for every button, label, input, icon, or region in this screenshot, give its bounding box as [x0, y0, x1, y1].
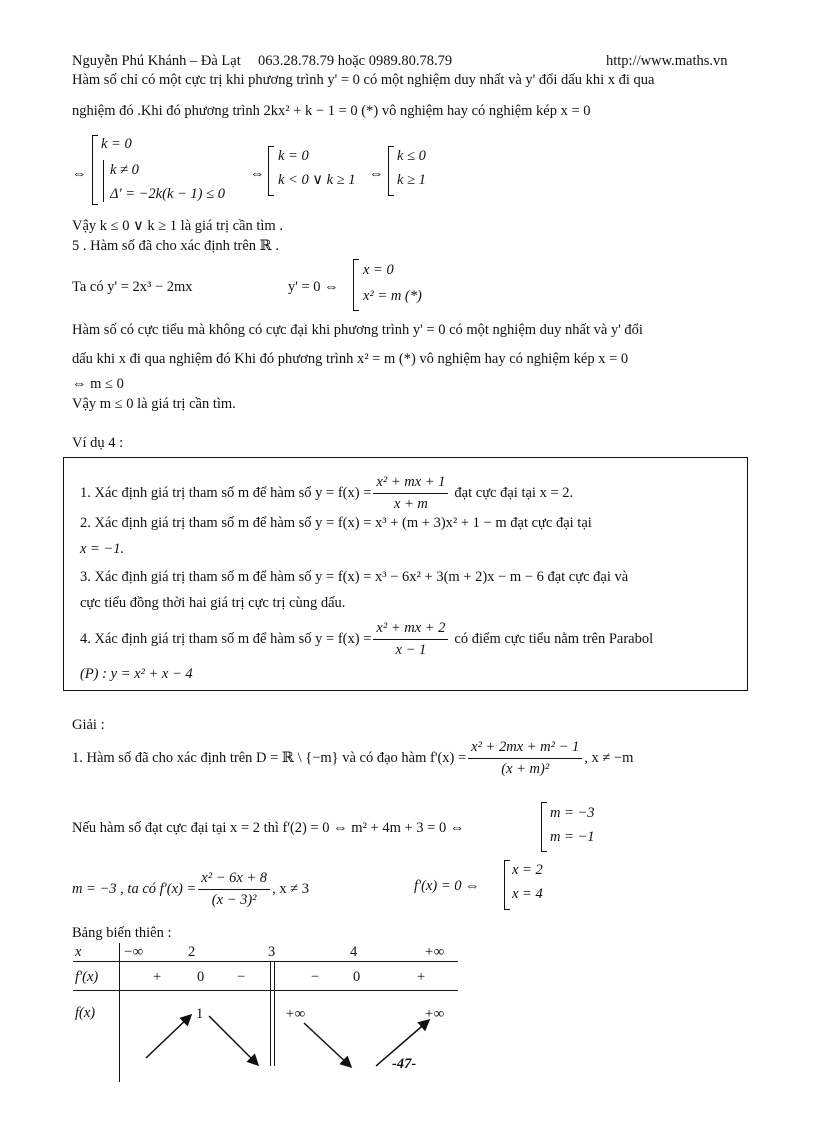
part5-line1: Hàm số có cực tiểu mà không có cực đại khi phương trình y' = 0 có một nghiệm duy nhất và y' đổi: [72, 322, 643, 338]
solution-step-3-denominator: (x − 3)²: [211, 892, 257, 908]
case-k-ge-one: k ≥ 1: [397, 172, 426, 188]
x-value-3: 3: [268, 944, 276, 960]
problem-4-post: có điểm cực tiểu nằm trên Parabol: [454, 631, 654, 647]
solution-root-x1: x = 2: [512, 862, 543, 878]
arrow-down-1: [209, 1016, 257, 1064]
problem-1-numerator: x² + mx + 1: [373, 474, 448, 494]
problem-3-line2: cực tiểu đồng thời hai giá trị cực trị cùng dấu.: [80, 595, 346, 611]
solution-step-2: Nếu hàm số đạt cực đại tại x = 2 thì f'(2) = 0 ⇔ m² + 4m + 3 = 0 ⇔: [72, 820, 465, 836]
solution-step-3-numerator: x² − 6x + 8: [198, 870, 270, 890]
problem-4-numerator: x² + mx + 2: [373, 620, 448, 640]
case-k-zero-2: k = 0: [278, 148, 309, 164]
solution-step-1-denominator: (x + m)²: [501, 761, 550, 777]
problem-4-denominator: x − 1: [395, 642, 427, 658]
problem-4-pre: 4. Xác định giá trị tham số m để hàm số y = f(x) =: [80, 631, 372, 647]
equiv-sign-3: ⇔: [369, 166, 384, 182]
equiv-sign-1: ⇔: [72, 166, 87, 182]
part5-line2: dấu khi x đi qua nghiệm đó Khi đó phương trình x² = m (*) vô nghiệm hay có nghiệm kép x = 0: [72, 351, 629, 367]
page-number: -47-: [392, 1056, 417, 1072]
row-f-label: f(x): [75, 1005, 96, 1021]
f-value-max: 1: [196, 1006, 204, 1022]
part4-line1: Hàm số chỉ có một cực trị khi phương trình y' = 0 có một nghiệm duy nhất và y' đổi dấu khi x đi qua: [72, 72, 655, 88]
x-value-4: 4: [350, 944, 358, 960]
case-k-range: k < 0 ∨ k ≥ 1: [278, 172, 356, 188]
sign-5: 0: [353, 969, 361, 985]
part4-conclusion: Vậy k ≤ 0 ∨ k ≥ 1 là giá trị cần tìm .: [72, 218, 283, 234]
solution-root-m1: m = −3: [550, 805, 595, 821]
part5-conclusion: Vậy m ≤ 0 là giá trị cần tìm.: [72, 396, 236, 412]
equiv-sign-2: ⇔: [250, 166, 265, 182]
problem-4-line2: (P) : y = x² + x − 4: [80, 666, 193, 682]
case-k-nonzero: k ≠ 0: [110, 162, 139, 178]
part5-eq-left: y' = 0 ⇔: [288, 279, 339, 295]
row-fprime-label: f'(x): [75, 969, 99, 985]
arrow-up-1: [146, 1016, 190, 1058]
problem-2-line1: 2. Xác định giá trị tham số m để hàm số y = f(x) = x³ + (m + 3)x² + 1 − m đạt cực đại tại: [80, 515, 592, 531]
part5-intro: 5 . Hàm số đã cho xác định trên ℝ .: [72, 238, 279, 254]
problem-1-denominator: x + m: [393, 496, 428, 512]
solution-step-1-post: , x ≠ −m: [584, 750, 634, 766]
table-title: Bảng biến thiên :: [72, 925, 172, 941]
part5-root2: x² = m (*): [363, 288, 422, 304]
header-phone: 063.28.78.79 hoặc 0989.80.78.79: [258, 53, 453, 69]
solution-root-x2: x = 4: [512, 886, 543, 902]
f-value-pos-inf-1: +∞: [285, 1006, 306, 1022]
case-k-le-zero: k ≤ 0: [397, 148, 426, 164]
sign-6: +: [417, 969, 426, 985]
part5-derivative: Ta có y' = 2x³ − 2mx: [72, 279, 193, 295]
header-author: Nguyễn Phú Khánh – Đà Lạt: [72, 53, 241, 69]
row-x-label: x: [75, 944, 82, 960]
problem-1-pre: 1. Xác định giá trị tham số m để hàm số y = f(x) =: [80, 485, 372, 501]
part4-line2: nghiệm đó .Khi đó phương trình 2kx² + k − 1 = 0 (*) vô nghiệm hay có nghiệm kép x = 0: [72, 103, 591, 119]
solution-step-3-pre: m = −3 , ta có f'(x) =: [72, 881, 197, 897]
solution-root-m2: m = −1: [550, 829, 595, 845]
problem-2-line2: x = −1.: [80, 541, 125, 557]
solution-step-1-numerator: x² + 2mx + m² − 1: [468, 739, 582, 759]
part5-root1: x = 0: [363, 262, 394, 278]
solution-title: Giải :: [72, 717, 105, 733]
f-value-pos-inf-2: +∞: [424, 1006, 445, 1022]
x-value-pos-inf: +∞: [424, 944, 445, 960]
arrow-down-2: [304, 1023, 350, 1066]
x-value-neg-inf: −∞: [123, 944, 144, 960]
case-k-zero: k = 0: [101, 136, 132, 152]
example-title: Ví dụ 4 :: [72, 435, 124, 451]
part5-equiv: ⇔ m ≤ 0: [72, 376, 124, 392]
solution-step-3-post: , x ≠ 3: [272, 881, 310, 897]
sign-3: −: [237, 969, 246, 985]
solution-step-1-pre: 1. Hàm số đã cho xác định trên D = ℝ \ {−m} và có đạo hàm f'(x) =: [72, 750, 467, 766]
sign-4: −: [311, 969, 320, 985]
problem-1-post: đạt cực đại tại x = 2.: [454, 485, 574, 501]
sign-1: +: [153, 969, 162, 985]
sign-2: 0: [197, 969, 205, 985]
header-url[interactable]: http://www.maths.vn: [606, 53, 728, 69]
solution-step-3-eq: f'(x) = 0 ⇔: [414, 878, 480, 894]
case-delta: Δ' = −2k(k − 1) ≤ 0: [110, 186, 225, 202]
x-value-2: 2: [188, 944, 196, 960]
problem-3-line1: 3. Xác định giá trị tham số m để hàm số y = f(x) = x³ − 6x² + 3(m + 2)x − m − 6 đạt cực đại và: [80, 569, 629, 585]
